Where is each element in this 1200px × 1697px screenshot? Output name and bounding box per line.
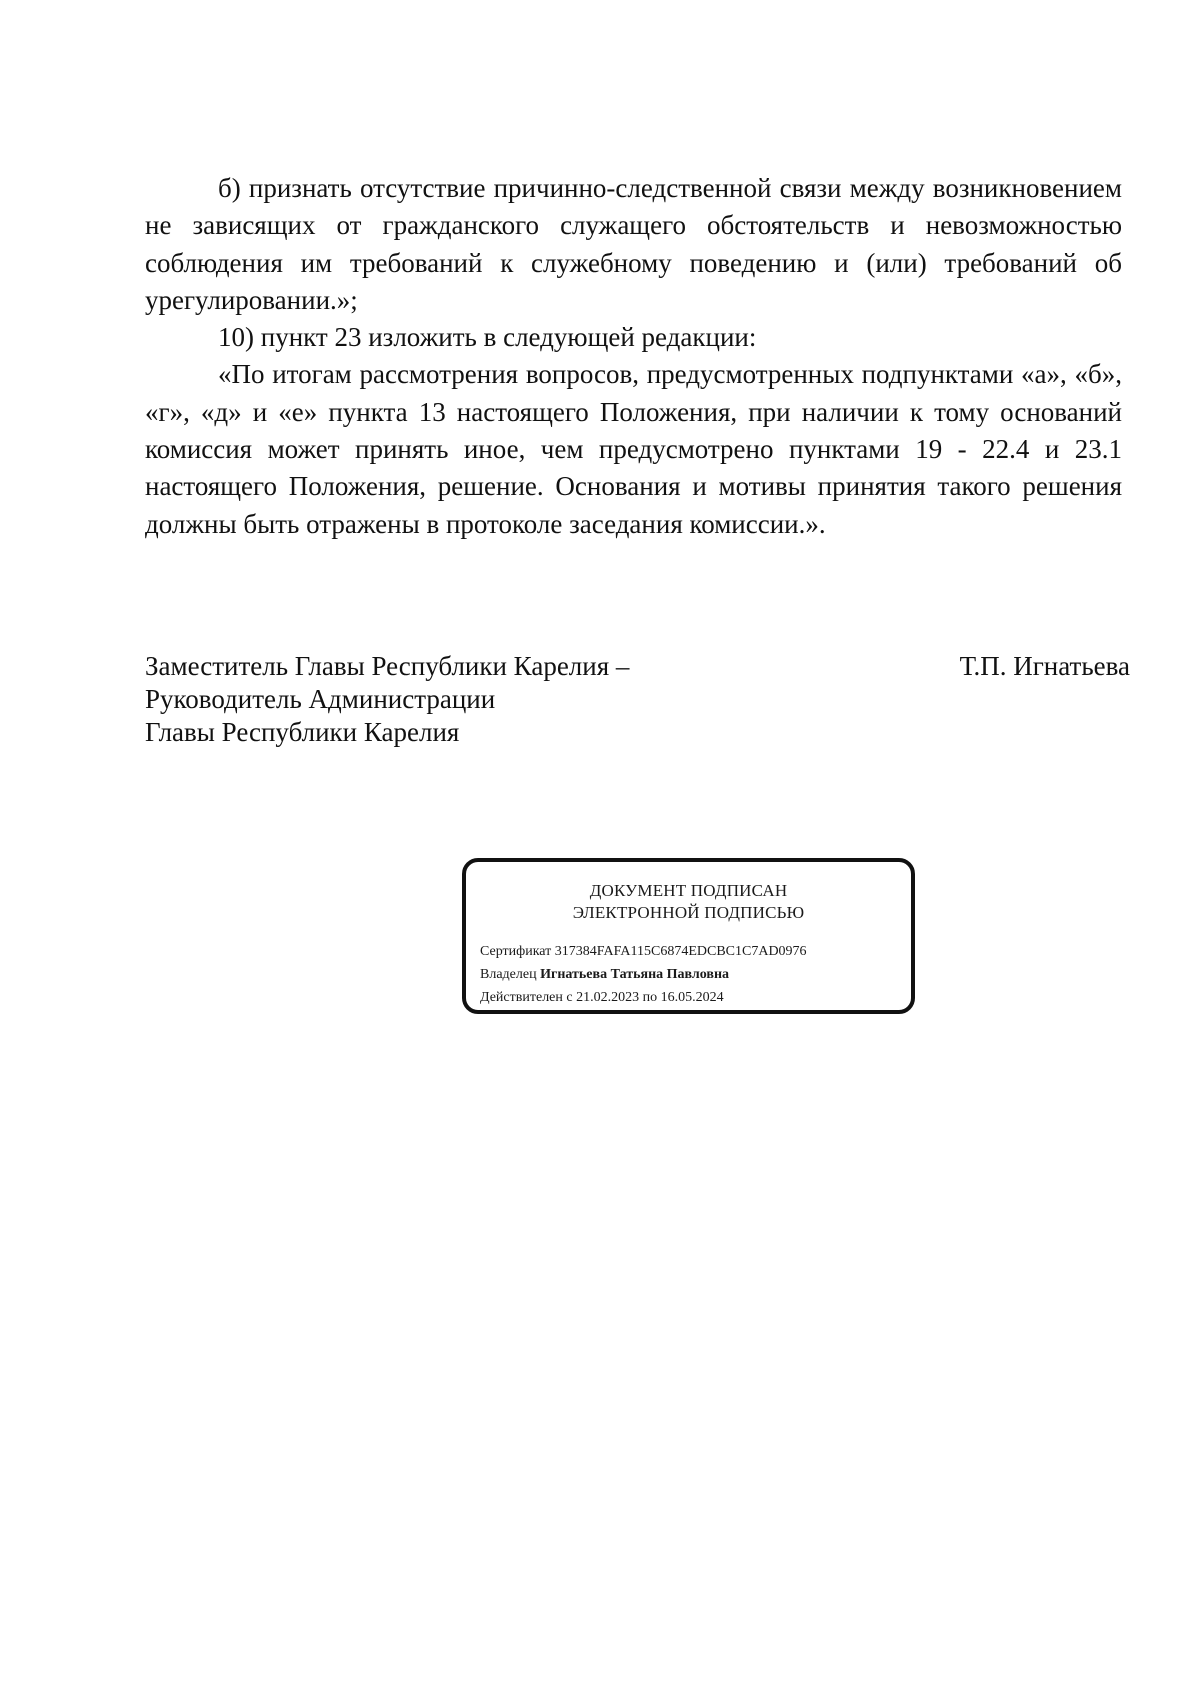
stamp-heading-line-2: ЭЛЕКТРОННОЙ ПОДПИСЬЮ: [572, 903, 805, 922]
electronic-signature-stamp: [462, 858, 915, 1014]
owner-label: Владелец: [480, 967, 537, 982]
position-line-2: Руководитель Администрации: [145, 684, 496, 714]
stamp-heading-line-1: ДОКУМЕНТ ПОДПИСАН: [589, 881, 788, 900]
owner-value: Игнатьева Татьяна Павловна: [540, 967, 730, 982]
valid-to-date: 16.05.2024: [660, 990, 724, 1005]
stamp-details: [480, 940, 807, 1009]
stamp-owner-row: [480, 963, 807, 986]
valid-to-label: по: [642, 990, 658, 1005]
valid-from-label: с: [566, 990, 573, 1005]
stamp-certificate-row: [480, 940, 807, 963]
valid-label: Действителен: [480, 990, 563, 1005]
position-line-3: Главы Республики Карелия: [145, 717, 460, 747]
document-body: [145, 170, 1122, 543]
valid-from-date: 21.02.2023: [576, 990, 640, 1005]
signatory-position: [145, 650, 745, 749]
certificate-value: 317384FAFA115C6874EDCBC1C7AD0976: [554, 944, 807, 959]
paragraph-item-10: 10) пункт 23 изложить в следующей редакции:: [218, 322, 757, 353]
stamp-heading: [466, 880, 911, 924]
certificate-label: Сертификат: [480, 944, 552, 959]
stamp-validity-row: [480, 986, 807, 1009]
signatory-name: Т.П. Игнатьева: [959, 651, 1130, 681]
paragraph-item-b: б) признать отсутствие причинно-следственной связи между возникновением не зависящих от гражданского служащего обстоятельств и невозможностью соблюдения им требований к служебному поведению и (или) требований об урегулировании.»;: [145, 173, 1122, 315]
paragraph-new-text-23: «По итогам рассмотрения вопросов, предусмотренных подпунктами «а», «б», «г», «д» и «е» пункта 13 настоящего Положения, при наличии к тому оснований комиссия может принять иное, чем предусмотрено пунктами 19 - 22.4 и 23.1 настоящего Положения, решение. Основания и мотивы принятия такого решения должны быть отражены в протоколе заседания комиссии.».: [145, 359, 1122, 539]
position-line-1: Заместитель Главы Республики Карелия –: [145, 651, 630, 681]
